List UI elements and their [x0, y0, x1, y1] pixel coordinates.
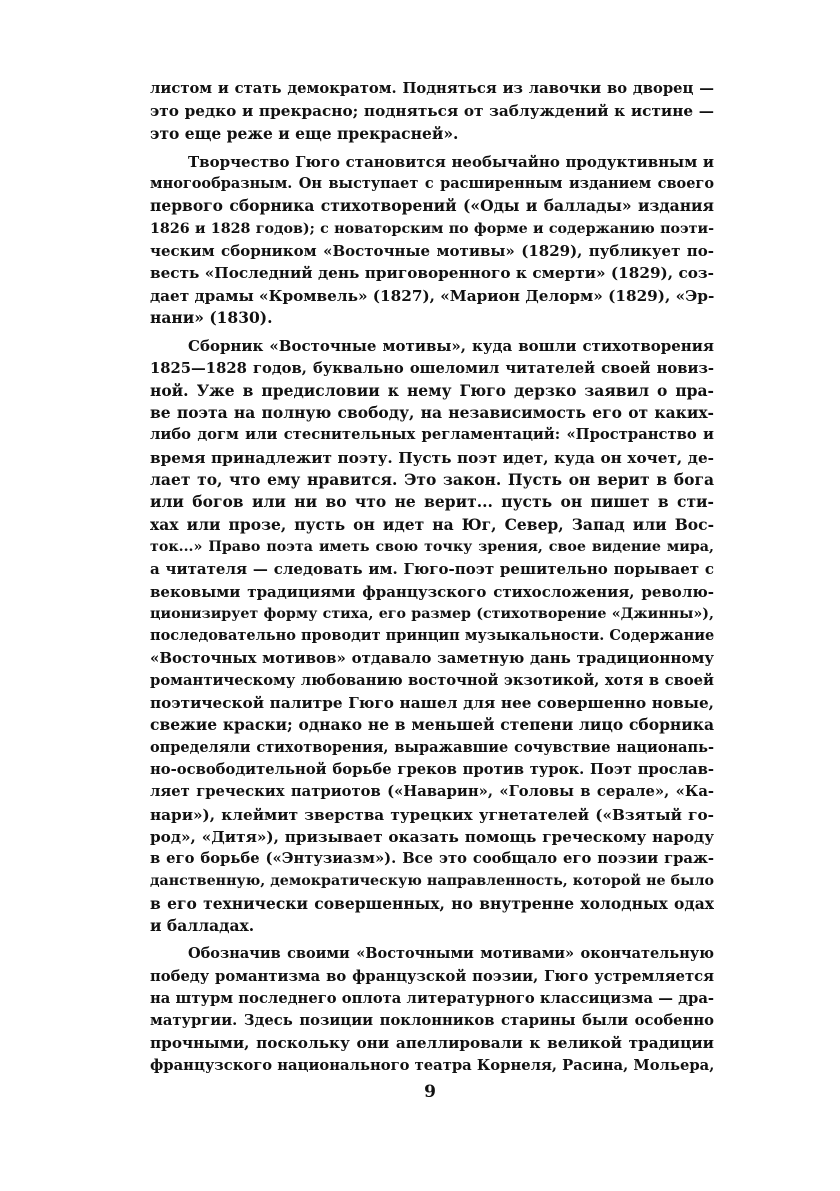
text-line: ной. Уже в предисловии к нему Гюго дерзко заявил о пра-	[150, 380, 714, 400]
paragraph-4	[150, 943, 714, 1077]
text-line: победу романтизма во французской поэзии, Гюго устремляется	[150, 967, 714, 985]
text-line: прочными, поскольку они апеллировали к великой традиции	[150, 1034, 714, 1053]
text-line: листом и стать демократом. Подняться из лавочки во дворец —	[150, 80, 714, 97]
paragraph-2	[150, 151, 714, 329]
paragraph-1	[150, 78, 714, 145]
text-line: это еще реже и еще прекрасней».	[150, 123, 459, 143]
text-line: либо догм или стеснительных регламентаций: «Пространство и	[150, 426, 714, 444]
paragraph-3	[150, 335, 714, 937]
text-line: данственную, демократическую направленность, которой не было	[150, 873, 714, 890]
page-number: 9	[424, 1082, 436, 1102]
text-line: весть «Последний день приговоренного к смерти» (1829), соз-	[150, 264, 714, 283]
text-line: хах или прозе, пусть он идет на Юг, Север, Запад или Вос-	[150, 514, 714, 534]
text-line: и балладах.	[150, 915, 255, 935]
text-line: Творчество Гюго становится необычайно продуктивным и	[188, 152, 714, 171]
text-line: «Восточных мотивов» отдавало заметную дань традиционному	[150, 649, 714, 668]
text-line: свежие краски; однако не в меньшей степени лицо сборника	[150, 715, 714, 735]
text-line: последовательно проводит принцип музыкальности. Содержание	[150, 627, 714, 645]
text-line: лает то, что ему нравится. Это закон. Пусть он верит в бога	[150, 470, 714, 490]
text-line: первого сборника стихотворений («Оды и баллады» издания	[150, 196, 714, 216]
text-line: Обозначив своими «Восточными мотивами» окончательную	[188, 945, 714, 963]
text-line: это редко и прекрасно; подняться от заблуждений к истине —	[150, 102, 714, 121]
text-line: а читателя — следовать им. Гюго-поэт решительно порывает с	[150, 560, 714, 579]
text-line: ток...» Право поэта иметь свою точку зрения, свое видение мира,	[150, 538, 714, 555]
text-line: матургии. Здесь позиции поклонников старины были особенно	[150, 1012, 714, 1030]
text-line: вековыми традициями французского стихосложения, револю-	[150, 582, 714, 601]
text-line: дает драмы «Кромвель» (1827), «Марион Делорм» (1829), «Эр-	[150, 286, 714, 305]
text-line: 1826 и 1828 годов); с новаторским по форме и содержанию поэти-	[150, 220, 714, 237]
text-line: нани» (1830).	[150, 307, 273, 327]
text-line: но-освободительной борьбе греков против турок. Поэт прослав-	[150, 760, 714, 778]
text-line: многообразным. Он выступает с расширенным изданием своего	[150, 175, 714, 193]
text-line: романтическому любованию восточной экзотикой, хотя в своей	[150, 671, 714, 689]
text-line: ве поэта на полную свободу, на независимость его от каких-	[150, 403, 714, 423]
text-line: ческим сборником «Восточные мотивы» (1829), публикует по-	[150, 242, 714, 261]
text-line: Сборник «Восточные мотивы», куда вошли стихотворения	[188, 337, 714, 356]
text-line: французского национального театра Корнеля, Расина, Мольера,	[150, 1056, 714, 1074]
text-line: 1825—1828 годов, буквально ошеломил читателей своей новиз-	[150, 359, 714, 377]
text-line: определяли стихотворения, выражавшие сочувствие национапь-	[150, 738, 714, 756]
text-line: время принадлежит поэту. Пусть поэт идет, куда он хочет, де-	[150, 448, 714, 467]
text-line: или богов или ни во что не верит... пусть он пишет в сти-	[150, 492, 714, 512]
text-line: нари»), клеймит зверства турецких угнетателей («Взятый го-	[150, 805, 714, 824]
text-line: на штурм последнего оплота литературного классицизма — дра-	[150, 989, 714, 1007]
text-line: род», «Дитя»), призывает оказать помощь греческому народу	[150, 827, 714, 846]
text-line: поэтической палитре Гюго нашел для нее совершенно новые,	[150, 694, 714, 713]
text-line: ляет греческих патриотов («Наварин», «Головы в серале», «Ка-	[150, 783, 714, 801]
text-line: в его борьбе («Энтузиазм»). Все это сообщало его поэзии граж-	[150, 850, 714, 868]
text-line: в его технически совершенных, но внутренне холодных одах	[150, 893, 714, 913]
text-line: ционизирует форму стиха, его размер (стихотворение «Джинны»),	[150, 605, 714, 622]
body-text	[150, 78, 714, 1077]
